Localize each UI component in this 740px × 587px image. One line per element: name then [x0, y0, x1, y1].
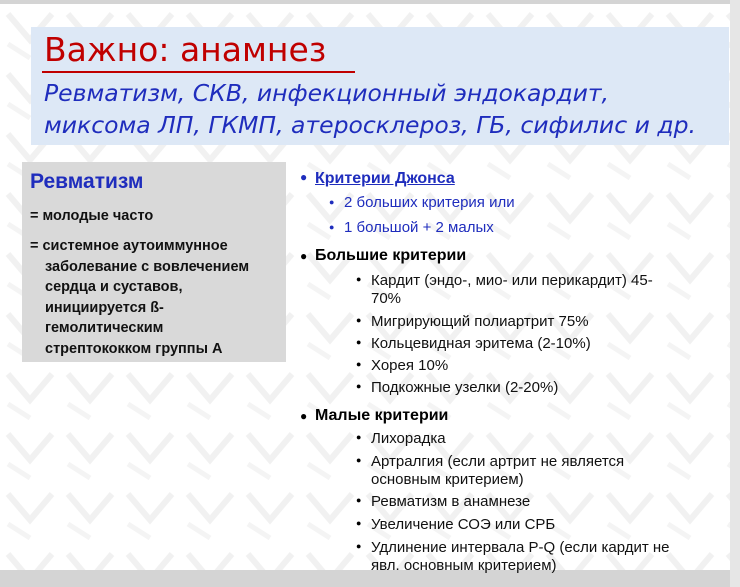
bullet-icon: ● — [300, 170, 308, 184]
minor-item-fever: Лихорадка — [371, 430, 446, 447]
bullet-icon: ● — [356, 381, 362, 391]
jones-criteria-item — [315, 170, 455, 188]
definition-part-4: инициируется ß- — [45, 299, 164, 316]
bullet-icon: ● — [356, 359, 362, 369]
rheumatism-line-definition — [30, 236, 282, 359]
page-title: Важно: анамнез — [44, 30, 327, 69]
definition-part-1: = системное аутоиммунное — [30, 238, 228, 254]
major-item-nodules: Подкожные узелки (2-20%) — [371, 379, 559, 396]
minor-criteria-heading: Малые критерии — [315, 407, 449, 424]
bullet-icon: ● — [356, 274, 362, 284]
major-item-erythema: Кольцевидная эритема (2-10%) — [371, 335, 591, 352]
minor-item-pq-line-2: явл. основным критерием) — [371, 557, 557, 574]
bullet-icon: ● — [329, 222, 335, 232]
bullet-icon: ● — [356, 315, 362, 325]
minor-item-pq-line-1: Удлинение интервала P-Q (если кардит не — [371, 539, 670, 556]
slide-frame-right — [730, 0, 740, 587]
definition-part-6: стрептококком группы А — [45, 340, 223, 357]
bullet-icon: ● — [356, 541, 362, 551]
major-item-carditis — [371, 272, 653, 308]
bullet-icon: ● — [300, 249, 308, 263]
major-item-chorea: Хорея 10% — [371, 357, 449, 374]
jones-criteria-link[interactable]: Критерии Джонса — [315, 170, 455, 187]
subtitle-line-2: миксома ЛП, ГКМП, атеросклероз, ГБ, сифилис и др. — [44, 111, 696, 139]
minor-item-arthralgia — [371, 453, 624, 489]
rheumatism-definition-box — [22, 162, 286, 362]
rheumatism-line-young: = молодые часто — [30, 208, 154, 224]
minor-item-pq-interval — [371, 539, 670, 575]
rheumatism-heading: Ревматизм — [30, 170, 144, 193]
major-item-carditis-line-1: Кардит (эндо-, мио- или перикардит) 45- — [371, 272, 653, 289]
jones-rule-1: 2 больших критерия или — [344, 194, 515, 211]
bullet-icon: ● — [356, 455, 362, 465]
bullet-icon: ● — [300, 409, 308, 423]
minor-item-history: Ревматизм в анамнезе — [371, 493, 531, 510]
major-item-carditis-line-2: 70% — [371, 290, 402, 307]
subtitle — [44, 77, 696, 141]
minor-item-esr-crp: Увеличение СОЭ или СРБ — [371, 516, 556, 533]
bullet-icon: ● — [356, 518, 362, 528]
slide-frame-top — [0, 0, 740, 4]
definition-part-2: заболевание с вовлечением — [45, 258, 250, 275]
minor-item-arthralgia-line-2: основным критерием) — [371, 471, 524, 488]
major-criteria-heading: Большие критерии — [315, 247, 467, 264]
jones-rule-2: 1 большой + 2 малых — [344, 219, 494, 236]
bullet-icon: ● — [356, 337, 362, 347]
subtitle-line-1: Ревматизм, СКВ, инфекционный эндокардит, — [44, 79, 610, 107]
bullet-icon: ● — [356, 432, 362, 442]
bullet-icon: ● — [356, 495, 362, 505]
title-panel — [31, 27, 729, 145]
definition-part-3: сердца и суставов, — [45, 279, 183, 295]
major-item-polyarthritis: Мигрирующий полиартрит 75% — [371, 313, 589, 330]
bullet-icon: ● — [329, 197, 335, 207]
title-underline — [42, 71, 355, 73]
definition-part-5: гемолитическим — [45, 320, 164, 336]
minor-item-arthralgia-line-1: Артралгия (если артрит не является — [371, 453, 625, 470]
